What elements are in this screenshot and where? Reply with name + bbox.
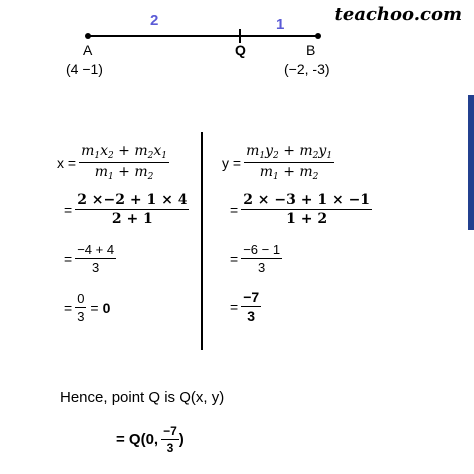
ratio-right-label: 1	[276, 16, 285, 33]
x-step2-den: 3	[92, 260, 100, 275]
x-formula-fraction	[79, 143, 169, 182]
y-lhs: y =	[222, 154, 242, 171]
x-formula-den: $m_1 + m_2$	[94, 164, 154, 182]
x-step1-row: = $\frac{2 \times-2 + 1 \times 4}{2 + 1}$	[64, 192, 188, 227]
y-step3-row: = $\frac{-7}{3}$	[230, 289, 260, 324]
x-step2-fraction	[75, 242, 116, 275]
x-step2-num: −4 + 4	[77, 242, 115, 257]
y-step1-num: 2 × −3 + 1 × −1	[243, 192, 371, 208]
x-result-eq: =	[90, 299, 99, 316]
y-step1-den: 1 + 2	[286, 211, 328, 227]
x-formula-num: $m_1x_2 + m_2x_1$	[81, 143, 168, 161]
x-formula-row	[57, 143, 169, 182]
conclusion-fraction	[161, 424, 179, 455]
y-step3-fraction	[241, 289, 261, 324]
y-step3-den: 3	[247, 308, 256, 324]
conclusion-text: Hence, point Q is Q(x, y)	[60, 389, 225, 406]
x-result: 0	[102, 299, 111, 316]
x-step3-den: 3	[77, 309, 85, 324]
y-formula-fraction	[244, 143, 334, 182]
y-step1-row: = $\frac{2 \times -3 + 1 \times -1}{1 + 2}$	[230, 192, 371, 227]
point-b-coords: (−2, -3)	[284, 61, 330, 77]
y-formula-num: $m_1y_2 + m_2y_1$	[246, 143, 333, 161]
point-a-label: A	[83, 42, 93, 58]
y-formula-den: $m_1 + m_2$	[259, 164, 319, 182]
point-b-label: B	[306, 42, 316, 58]
x-step1-fraction	[75, 192, 189, 227]
x-step1-num: 2 ×−2 + 1 × 4	[77, 192, 188, 208]
x-step3-row: = $\frac{0}{3}$ = 0	[64, 291, 111, 324]
y-step1-fraction	[241, 192, 372, 227]
x-step3-fraction	[75, 291, 86, 324]
conclusion-frac-num: −7	[163, 424, 177, 438]
y-step2-row: = $\frac{-6 - 1}{3}$	[230, 242, 281, 275]
x-step3-num: 0	[77, 291, 85, 306]
conclusion-result	[116, 424, 184, 455]
point-a-dot	[85, 33, 91, 39]
teachoo-logo: teachoo.com	[334, 4, 462, 25]
column-divider	[201, 132, 203, 350]
side-accent-bar	[468, 95, 474, 230]
y-step2-num: −6 − 1	[243, 242, 281, 257]
conclusion-frac-den: 3	[166, 441, 174, 455]
x-step2-row: = $\frac{-4 + 4}{3}$	[64, 242, 115, 275]
conclusion-close: )	[178, 431, 184, 448]
y-step2-fraction	[241, 242, 282, 275]
point-q-label: Q	[235, 42, 246, 58]
x-step1-den: 2 + 1	[111, 211, 153, 227]
y-step2-den: 3	[258, 260, 266, 275]
y-step3-num: −7	[243, 289, 260, 305]
x-lhs: x =	[57, 154, 77, 171]
point-a-coords: (4 −1)	[66, 61, 103, 77]
ratio-left-label: 2	[150, 12, 159, 29]
y-formula-row	[222, 143, 334, 182]
conclusion-eq: = Q(0,	[116, 431, 159, 448]
point-b-dot	[315, 33, 321, 39]
